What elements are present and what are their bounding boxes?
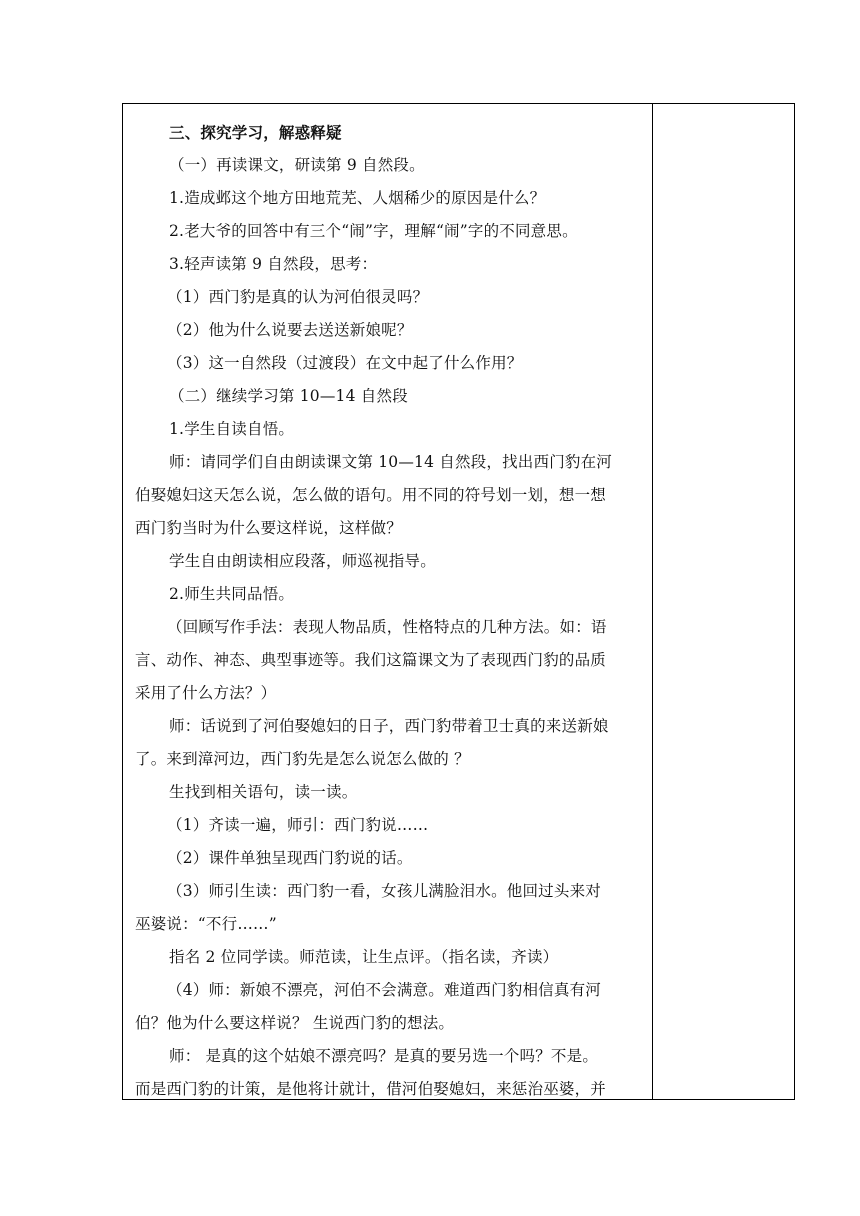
text-line: 3.轻声读第 9 自然段，思考： — [169, 255, 378, 273]
text-line: 师：请同学们自由朗读课文第 10—14 自然段，找出西门豹在河 — [169, 453, 613, 471]
text-line: 2.师生共同品悟。 — [169, 585, 295, 603]
text-line: （一）再读课文，研读第 9 自然段。 — [169, 156, 425, 174]
lesson-table — [122, 103, 795, 1100]
text-line: （3）这一自然段（过渡段）在文中起了什么作用？ — [167, 354, 523, 372]
text-line: 1.学生自读自悟。 — [169, 420, 295, 438]
text-line: （4）师：新娘不漂亮，河伯不会满意。难道西门豹相信真有河 — [167, 981, 601, 999]
text-line: 指名 2 位同学读。师范读，让生点评。（指名读，齐读） — [169, 948, 559, 966]
text-line: （2）他为什么说要去送送新娘呢？ — [167, 321, 413, 339]
text-line: 伯？他为什么要这样说？ 生说西门豹的想法。 — [135, 1014, 455, 1032]
lesson-content-cell — [129, 116, 648, 1106]
text-line: （回顾写作手法：表现人物品质，性格特点的几种方法。如：语 — [167, 618, 607, 636]
text-line: 学生自由朗读相应段落，师巡视指导。 — [169, 552, 436, 570]
text-line: （1）西门豹是真的认为河伯很灵吗？ — [167, 288, 429, 306]
text-line: 1.造成邺这个地方田地荒芜、人烟稀少的原因是什么？ — [169, 189, 546, 207]
text-line: 巫婆说：“不行……” — [135, 915, 277, 933]
text-line: 言、动作、神态、典型事迹等。我们这篇课文为了表现西门豹的品质 — [135, 651, 607, 669]
text-line: 2.老大爷的回答中有三个“闹”字，理解“闹”字的不同意思。 — [169, 222, 578, 240]
text-line: 了。来到漳河边，西门豹先是怎么说怎么做的 ？ — [135, 750, 470, 768]
text-line: （2）课件单独呈现西门豹说的话。 — [167, 849, 413, 867]
text-line: 西门豹当时为什么要这样说，这样做？ — [135, 519, 402, 537]
text-line: 采用了什么方法？） — [135, 684, 277, 702]
text-line: 伯娶媳妇这天怎么说，怎么做的语句。用不同的符号划一划，想一想 — [135, 486, 607, 504]
text-line: 生找到相关语句，读一读。 — [169, 783, 358, 801]
text-line: 而是西门豹的计策，是他将计就计，借河伯娶媳妇，来惩治巫婆，并 — [135, 1080, 607, 1098]
text-line: 师：话说到了河伯娶媳妇的日子，西门豹带着卫士真的来送新娘 — [169, 717, 609, 735]
text-line: 师： 是真的这个姑娘不漂亮吗？是真的要另选一个吗？不是。 — [169, 1047, 599, 1065]
notes-cell — [653, 104, 794, 1099]
section-heading: 三、探究学习，解惑释疑 — [169, 123, 342, 142]
text-line: （二）继续学习第 10—14 自然段 — [169, 387, 408, 405]
text-line: （3）师引生读：西门豹一看，女孩儿满脸泪水。他回过头来对 — [167, 882, 601, 900]
text-line: （1）齐读一遍，师引：西门豹说…… — [167, 816, 429, 834]
